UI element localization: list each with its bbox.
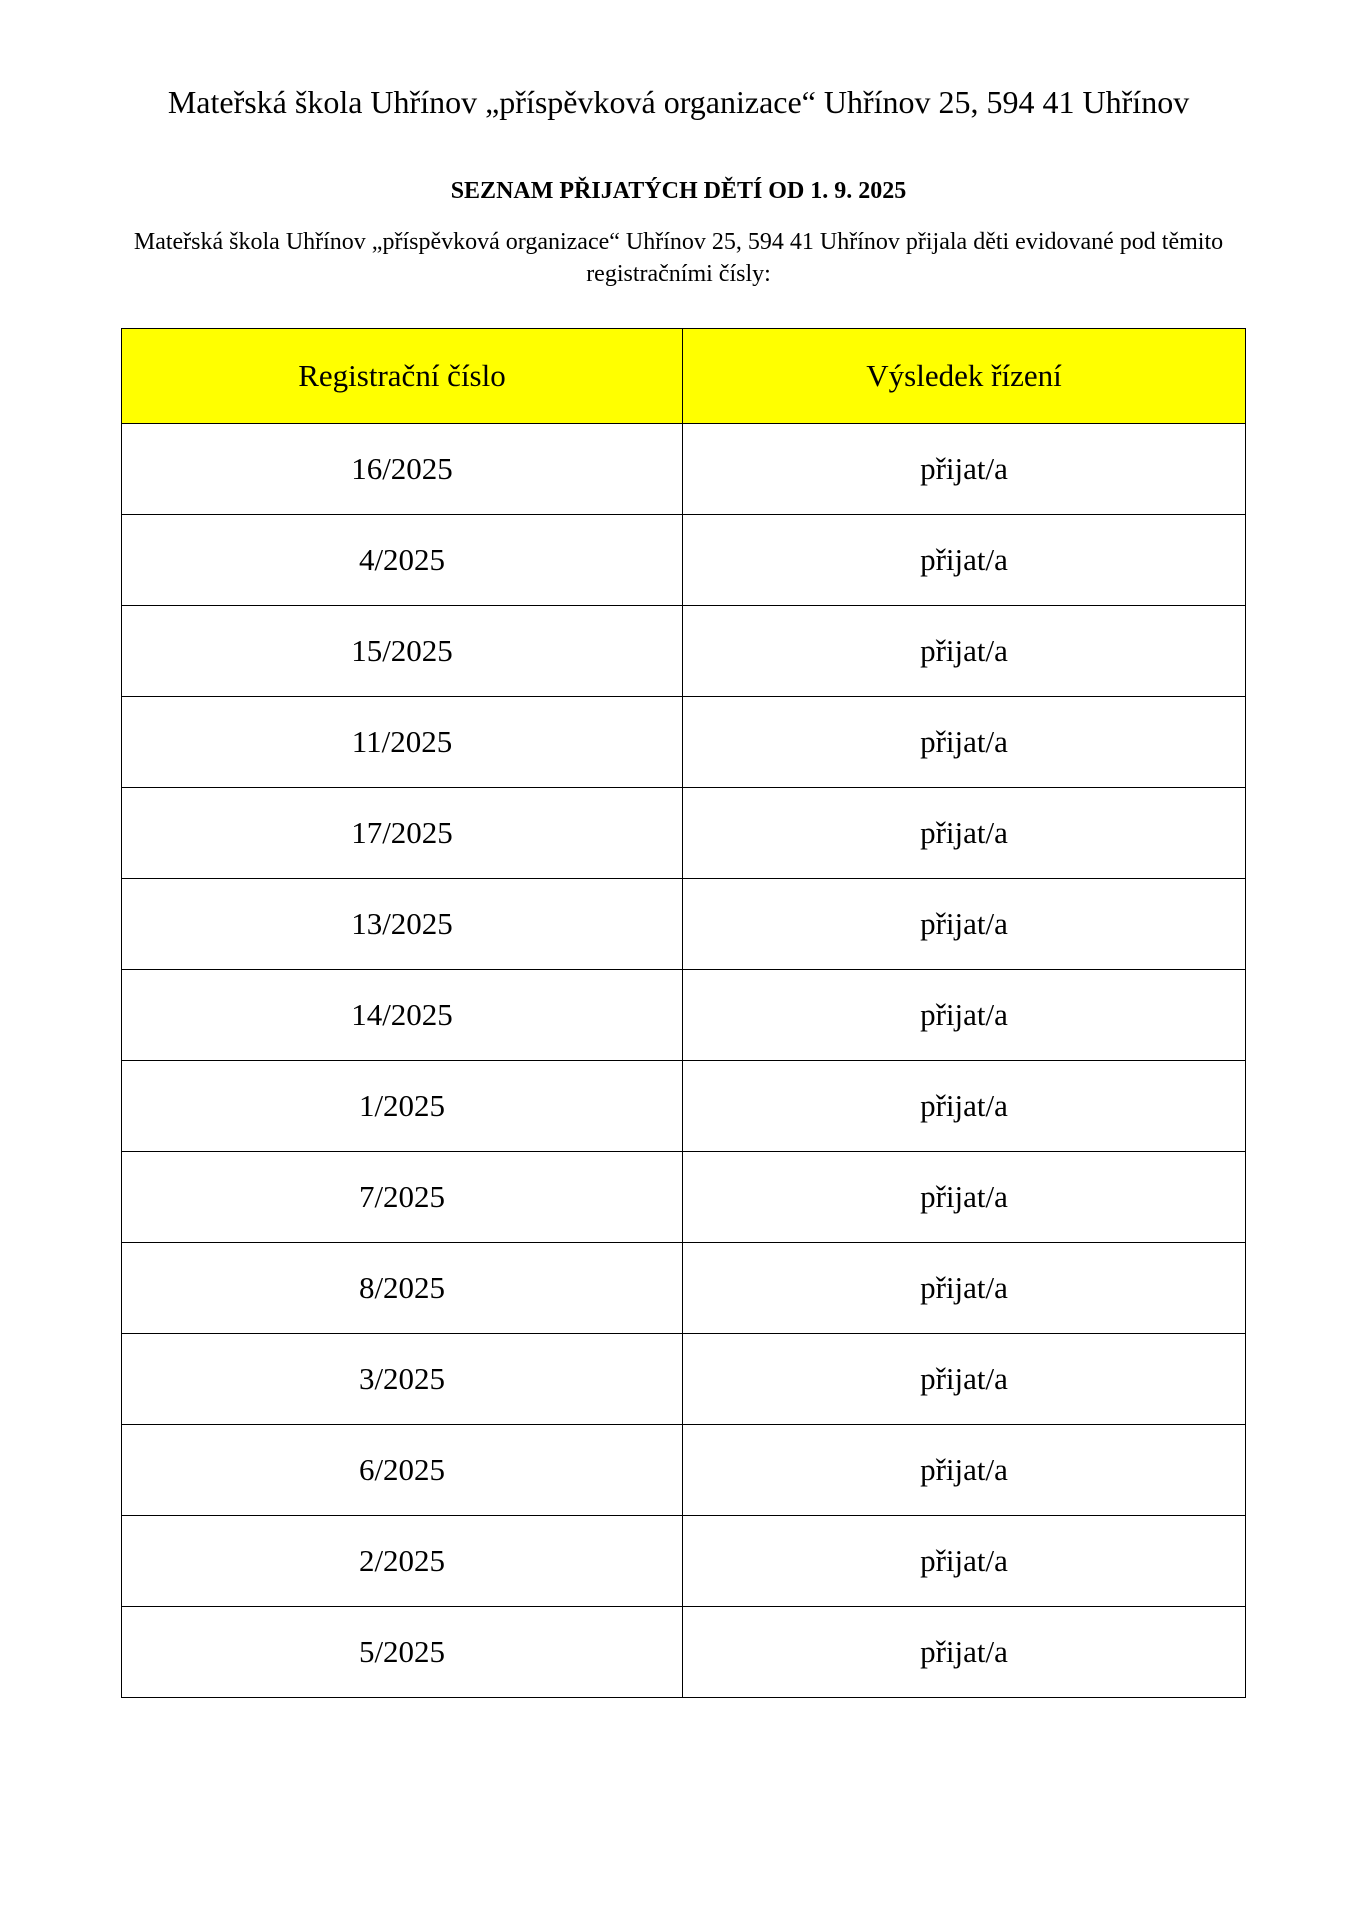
column-header-registration-number: Registrační číslo [122,329,683,424]
institution-header: Mateřská škola Uhřínov „příspěvková organizace“ Uhřínov 25, 594 41 Uhřínov [167,84,1190,120]
registration-number-cell: 7/2025 [122,1152,683,1243]
registration-number-cell: 17/2025 [122,788,683,879]
column-header-result: Výsledek řízení [683,329,1246,424]
registration-number-cell: 3/2025 [122,1334,683,1425]
result-cell: přijat/a [683,606,1246,697]
table-row [122,1607,1246,1698]
table-row [122,1425,1246,1516]
table-row [122,1243,1246,1334]
registration-number-cell: 11/2025 [122,697,683,788]
registration-number-cell: 2/2025 [122,1516,683,1607]
result-cell: přijat/a [683,970,1246,1061]
result-cell: přijat/a [683,1425,1246,1516]
table-row [122,879,1246,970]
table-header [122,329,1246,424]
registration-number-cell: 8/2025 [122,1243,683,1334]
admission-results-table [121,328,1246,1698]
result-cell: přijat/a [683,515,1246,606]
table-row [122,606,1246,697]
table-row [122,970,1246,1061]
registration-number-cell: 15/2025 [122,606,683,697]
registration-number-cell: 5/2025 [122,1607,683,1698]
result-cell: přijat/a [683,1516,1246,1607]
table-row [122,1152,1246,1243]
result-cell: přijat/a [683,879,1246,970]
result-cell: přijat/a [683,1152,1246,1243]
result-cell: přijat/a [683,788,1246,879]
result-cell: přijat/a [683,1607,1246,1698]
document-title: SEZNAM PŘIJATÝCH DĚTÍ OD 1. 9. 2025 [450,178,907,204]
result-cell: přijat/a [683,1243,1246,1334]
result-cell: přijat/a [683,1061,1246,1152]
result-cell: přijat/a [683,1334,1246,1425]
table-header-row [122,329,1246,424]
intro-paragraph: Mateřská škola Uhřínov „příspěvková organizace“ Uhřínov 25, 594 41 Uhřínov přijala děti evidované pod těmito registračními čísly: [133,229,1224,287]
registration-number-cell: 6/2025 [122,1425,683,1516]
table-row [122,424,1246,515]
table-row [122,1516,1246,1607]
registration-number-cell: 16/2025 [122,424,683,515]
registration-number-cell: 1/2025 [122,1061,683,1152]
registration-number-cell: 4/2025 [122,515,683,606]
registration-number-cell: 13/2025 [122,879,683,970]
table-row [122,1334,1246,1425]
registration-number-cell: 14/2025 [122,970,683,1061]
result-cell: přijat/a [683,424,1246,515]
table-body [122,424,1246,1698]
table-row [122,697,1246,788]
table-row [122,1061,1246,1152]
table-row [122,788,1246,879]
table-row [122,515,1246,606]
result-cell: přijat/a [683,697,1246,788]
